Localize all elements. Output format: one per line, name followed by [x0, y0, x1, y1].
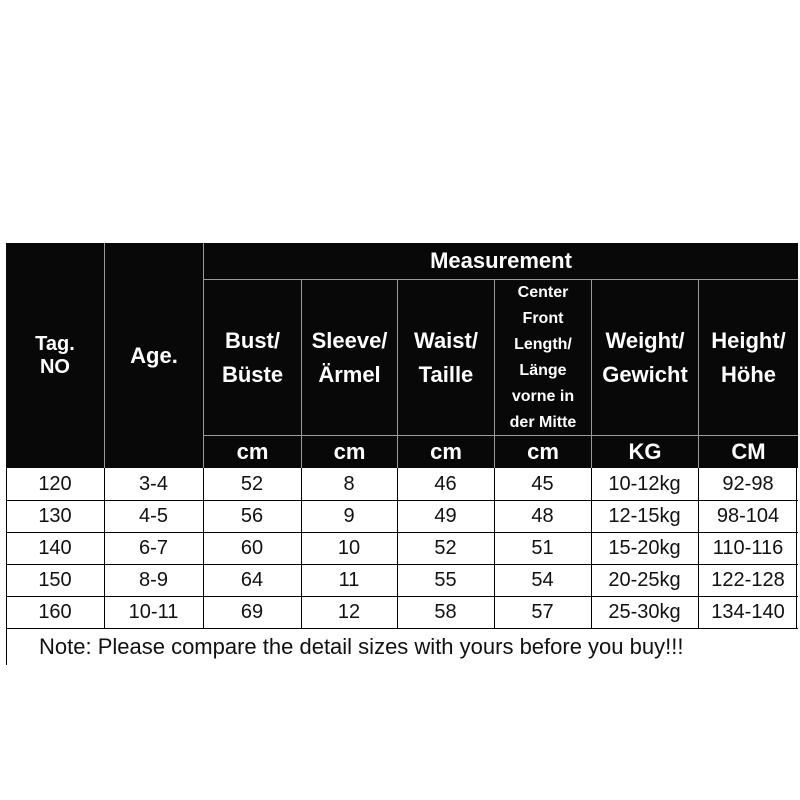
table-cell-waist: 52 — [434, 536, 457, 559]
row-divider — [6, 596, 798, 597]
table-cell-waist: 58 — [434, 600, 457, 623]
table-cell-age: 3-4 — [139, 472, 168, 495]
table-cell-height: 122-128 — [711, 568, 785, 591]
unit-waist: cm — [397, 435, 494, 468]
table-cell-age: 4-5 — [139, 504, 168, 527]
table-cell-center-front: 45 — [531, 472, 554, 495]
table-cell-tag: 150 — [38, 568, 72, 591]
table-cell-waist: 55 — [434, 568, 457, 591]
table-cell-age: 8-9 — [139, 568, 168, 591]
header-sleeve: Sleeve/ Ärmel — [301, 279, 397, 435]
table-cell-height: 134-140 — [711, 600, 785, 623]
table-cell-waist: 49 — [434, 504, 457, 527]
column-divider — [796, 468, 797, 628]
table-cell-center-front: 57 — [531, 600, 554, 623]
table-cell-sleeve: 8 — [343, 472, 355, 495]
column-divider — [203, 468, 204, 628]
unit-bust: cm — [203, 435, 301, 468]
table-cell-tag: 160 — [38, 600, 72, 623]
table-cell-sleeve: 12 — [337, 600, 361, 623]
table-cell-weight: 15-20kg — [608, 536, 681, 559]
table-cell-center-front: 51 — [531, 536, 554, 559]
header-weight: Weight/ Gewicht — [591, 279, 698, 435]
size-chart — [6, 243, 798, 665]
header-height: Height/ Höhe — [698, 279, 798, 435]
table-cell-weight: 12-15kg — [608, 504, 681, 527]
table-cell-bust: 69 — [240, 600, 264, 623]
table-cell-bust: 60 — [240, 536, 264, 559]
table-cell-weight: 25-30kg — [608, 600, 681, 623]
table-cell-weight: 20-25kg — [608, 568, 681, 591]
row-divider — [6, 564, 798, 565]
table-cell-sleeve: 11 — [338, 568, 360, 591]
row-divider — [6, 532, 798, 533]
unit-sleeve: cm — [301, 435, 397, 468]
table-cell-weight: 10-12kg — [608, 472, 681, 495]
table-row — [6, 596, 798, 628]
header-age: Age. — [104, 243, 203, 468]
row-divider — [6, 628, 798, 629]
table-cell-bust: 52 — [240, 472, 264, 495]
table-cell-tag: 130 — [38, 504, 72, 527]
column-divider — [301, 468, 302, 628]
column-divider — [494, 468, 495, 628]
header-tag: Tag. NO — [6, 243, 104, 468]
table-cell-bust: 56 — [240, 504, 264, 527]
column-divider — [591, 468, 592, 628]
table-cell-tag: 140 — [38, 536, 72, 559]
unit-weight: KG — [591, 435, 698, 468]
header-measurement: Measurement — [203, 243, 798, 279]
table-row — [6, 564, 798, 596]
table-cell-waist: 46 — [434, 472, 457, 495]
unit-height: CM — [698, 435, 798, 468]
table-row — [6, 532, 798, 564]
table-cell-bust: 64 — [240, 568, 264, 591]
table-cell-height: 98-104 — [716, 504, 780, 527]
column-divider — [6, 468, 7, 665]
note-text: Note: Please compare the detail sizes with yours before you buy!!! — [39, 634, 684, 659]
table-cell-height: 110-116 — [712, 536, 784, 559]
table-cell-sleeve: 9 — [343, 504, 355, 527]
table-cell-height: 92-98 — [722, 472, 774, 495]
header-center-front-length: Center Front Length/ Länge vorne in der Mitte — [494, 279, 591, 435]
table-cell-age: 10-11 — [128, 600, 179, 623]
table-cell-center-front: 54 — [531, 568, 554, 591]
header-bust: Bust/ Büste — [203, 279, 301, 435]
row-divider — [6, 500, 798, 501]
table-row — [6, 468, 798, 500]
unit-center-front-length: cm — [494, 435, 591, 468]
table-cell-center-front: 48 — [531, 504, 554, 527]
column-divider — [104, 468, 105, 628]
column-divider — [397, 468, 398, 628]
header-waist: Waist/ Taille — [397, 279, 494, 435]
table-cell-sleeve: 10 — [337, 536, 361, 559]
table-cell-age: 6-7 — [139, 536, 168, 559]
column-divider — [698, 468, 699, 628]
table-row — [6, 500, 798, 532]
table-cell-tag: 120 — [38, 472, 72, 495]
data-rows — [6, 468, 798, 628]
